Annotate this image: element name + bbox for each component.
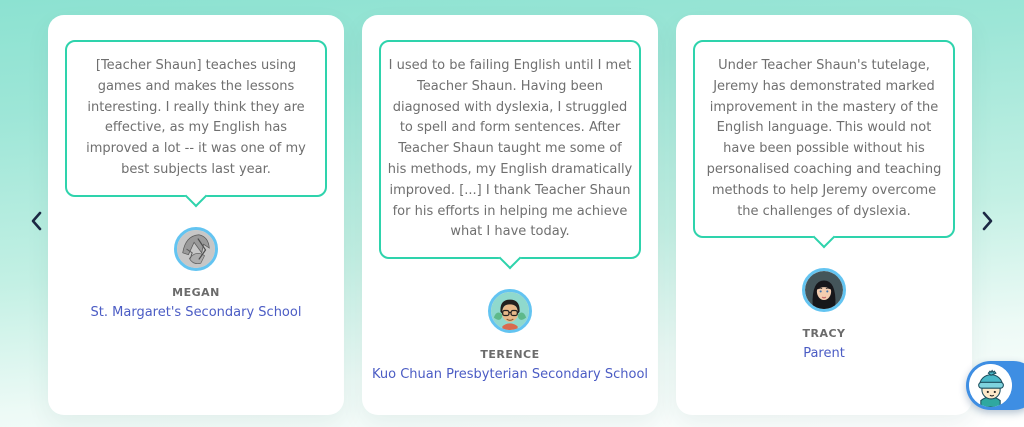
quote-text: Under Teacher Shaun's tutelage, Jeremy has demonstrated marked improvement in the mastery of the English language. This would not have been possible without his personalised coaching and teaching methods to help Jeremy overcome the challenges of dyslexia. bbox=[706, 58, 942, 219]
testimonial-card bbox=[362, 15, 658, 415]
quote-text: I used to be failing English until I met Teacher Shaun. Having been diagnosed with dyslexia, I struggled to spell and form sentences. After Teacher Shaun taught me some of his methods, my English dramatically improved. [...] I thank Teacher Shaun for his efforts in helping me achieve what I have today. bbox=[387, 58, 633, 240]
testimonial-name: TERENCE bbox=[480, 348, 540, 362]
quote-bubble bbox=[693, 40, 955, 238]
testimonial-name: MEGAN bbox=[172, 285, 220, 299]
testimonial-affiliation-link[interactable]: Kuo Chuan Presbyterian Secondary School bbox=[372, 367, 649, 383]
terence-avatar bbox=[488, 289, 532, 333]
testimonial-card bbox=[48, 15, 344, 415]
chevron-right-icon bbox=[981, 211, 994, 231]
chat-widget-button[interactable] bbox=[966, 361, 1024, 410]
testimonial-card bbox=[676, 15, 972, 415]
carousel-track bbox=[48, 15, 972, 415]
testimonial-affiliation-link[interactable]: St. Margaret's Secondary School bbox=[90, 304, 302, 320]
testimonial-affiliation-link[interactable]: Parent bbox=[803, 346, 845, 362]
chevron-left-icon bbox=[30, 211, 43, 231]
quote-text: [Teacher Shaun] teaches using games and makes the lessons interesting. I really think they are effective, as my English has improved a lot -- it was one of my best subjects last year. bbox=[86, 58, 306, 177]
testimonial-name: TRACY bbox=[802, 327, 846, 341]
quote-bubble bbox=[65, 40, 327, 197]
carousel-prev-button[interactable] bbox=[24, 205, 49, 237]
quote-bubble bbox=[379, 40, 641, 259]
megan-avatar bbox=[174, 227, 218, 271]
chat-mascot-icon bbox=[969, 364, 1012, 407]
tracy-avatar bbox=[802, 268, 846, 312]
carousel-next-button[interactable] bbox=[975, 205, 1000, 237]
